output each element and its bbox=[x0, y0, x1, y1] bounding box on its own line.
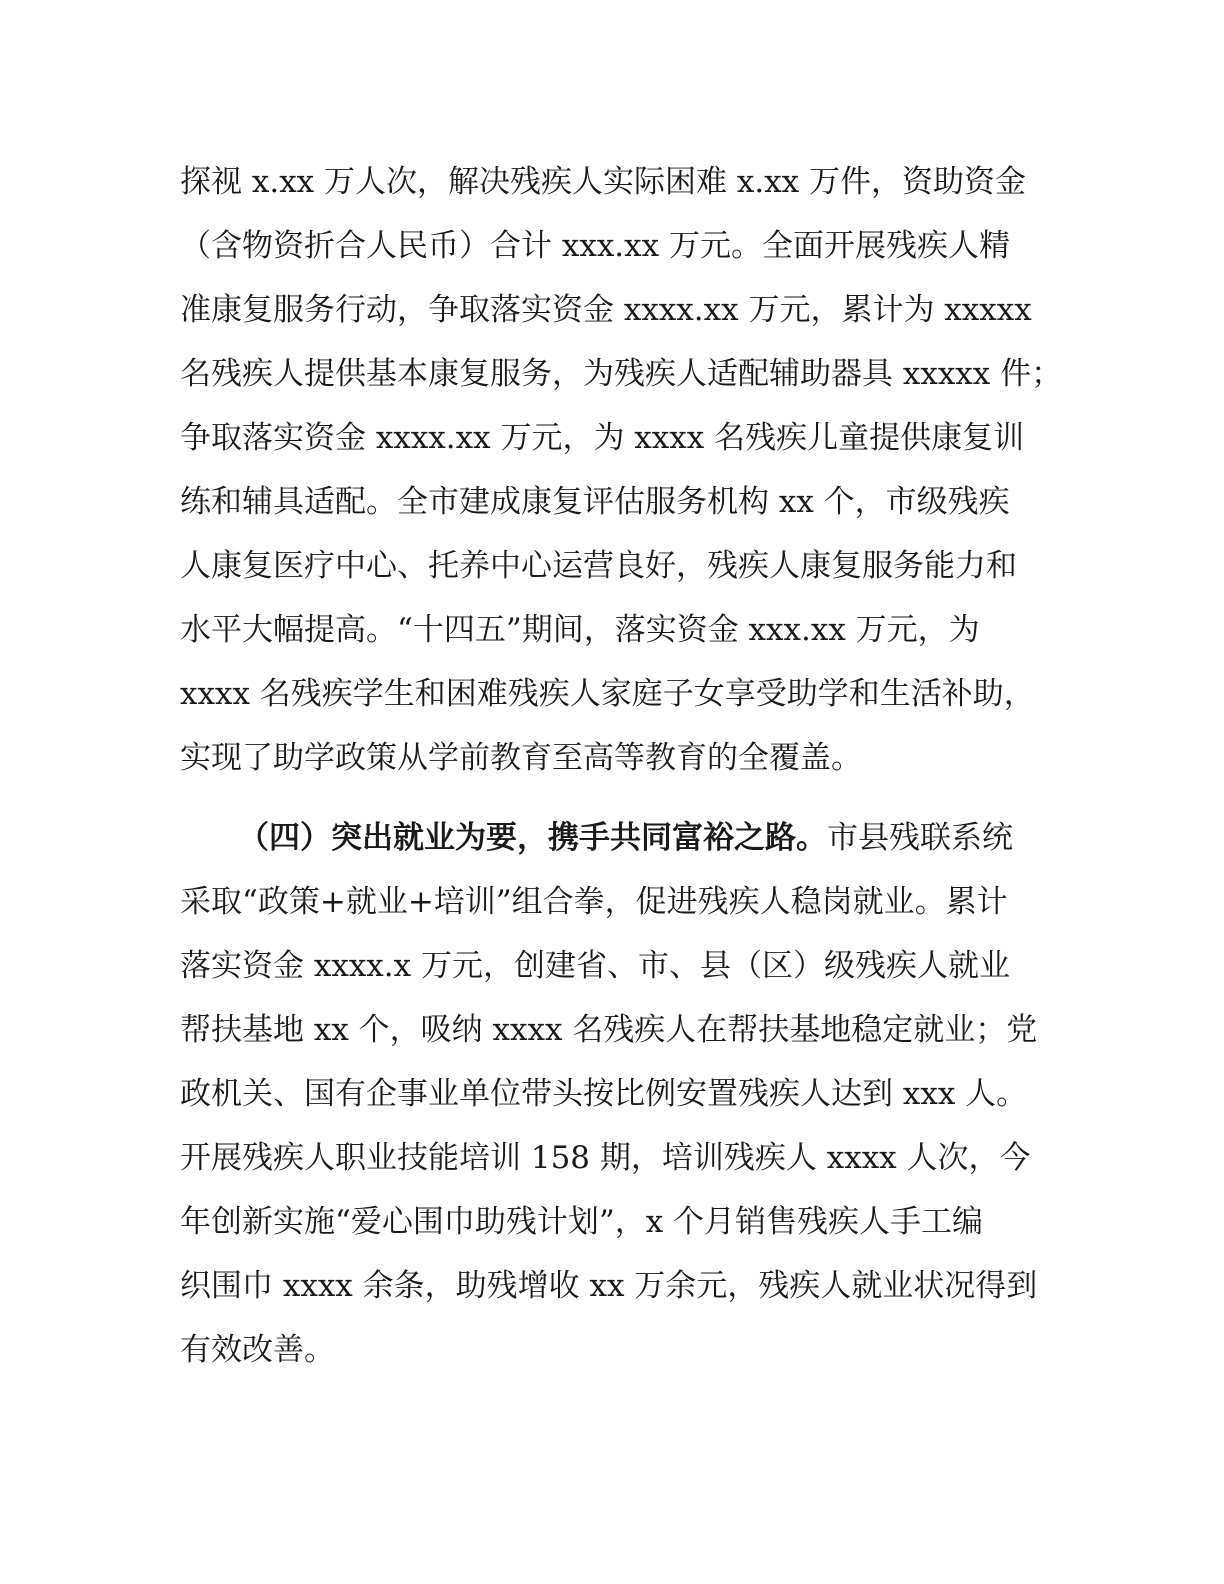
text-line: 探视 x.xx 万人次，解决残疾人实际困难 x.xx 万件，资助资金 bbox=[180, 164, 1027, 200]
text-line: （含物资折合人民币）合计 xxx.xx 万元。全面开展残疾人精 bbox=[180, 228, 1010, 264]
text-line: 人康复医疗中心、托养中心运营良好，残疾人康复服务能力和 bbox=[180, 548, 1017, 584]
text-line: 落实资金 xxxx.x 万元，创建省、市、县（区）级残疾人就业 bbox=[180, 948, 1010, 984]
text-line: 水平大幅提高。“十四五”期间，落实资金 xxx.xx 万元，为 bbox=[180, 612, 980, 648]
text-line: 帮扶基地 xx 个，吸纳 xxxx 名残疾人在帮扶基地稳定就业；党 bbox=[180, 1012, 1038, 1048]
paragraph-first-line bbox=[180, 806, 1037, 870]
paragraph-employment bbox=[180, 806, 1037, 1382]
text-line: 开展残疾人职业技能培训 158 期，培训残疾人 xxxx 人次，今 bbox=[180, 1140, 1031, 1176]
text-line: 实现了助学政策从学前教育至高等教育的全覆盖。 bbox=[180, 740, 862, 776]
text-line: 练和辅具适配。全市建成康复评估服务机构 xx 个，市级残疾 bbox=[180, 484, 1010, 520]
text-fragment: 市县残联系统 bbox=[827, 820, 1013, 856]
text-line: xxxx 名残疾学生和困难残疾人家庭子女享受助学和生活补助， bbox=[180, 676, 1035, 712]
section-heading: （四）突出就业为要，携手共同富裕之路。 bbox=[238, 820, 827, 856]
text-line: 年创新实施“爱心围巾助残计划”，x 个月销售残疾人手工编 bbox=[180, 1204, 984, 1240]
paragraph-rehabilitation-education bbox=[180, 150, 1062, 790]
text-line: 采取“政策+就业+培训”组合拳，促进残疾人稳岗就业。累计 bbox=[180, 884, 1008, 920]
text-line: 政机关、国有企事业单位带头按比例安置残疾人达到 xxx 人。 bbox=[180, 1076, 1028, 1112]
text-line: 争取落实资金 xxxx.xx 万元，为 xxxx 名残疾儿童提供康复训 bbox=[180, 420, 1025, 456]
text-line: 准康复服务行动，争取落实资金 xxxx.xx 万元，累计为 xxxxx bbox=[180, 292, 1032, 328]
text-line: 名残疾人提供基本康复服务，为残疾人适配辅助器具 xxxxx 件； bbox=[180, 356, 1063, 392]
text-line: 织围巾 xxxx 余条，助残增收 xx 万余元，残疾人就业状况得到 bbox=[180, 1268, 1038, 1304]
text-line: 有效改善。 bbox=[180, 1332, 335, 1368]
